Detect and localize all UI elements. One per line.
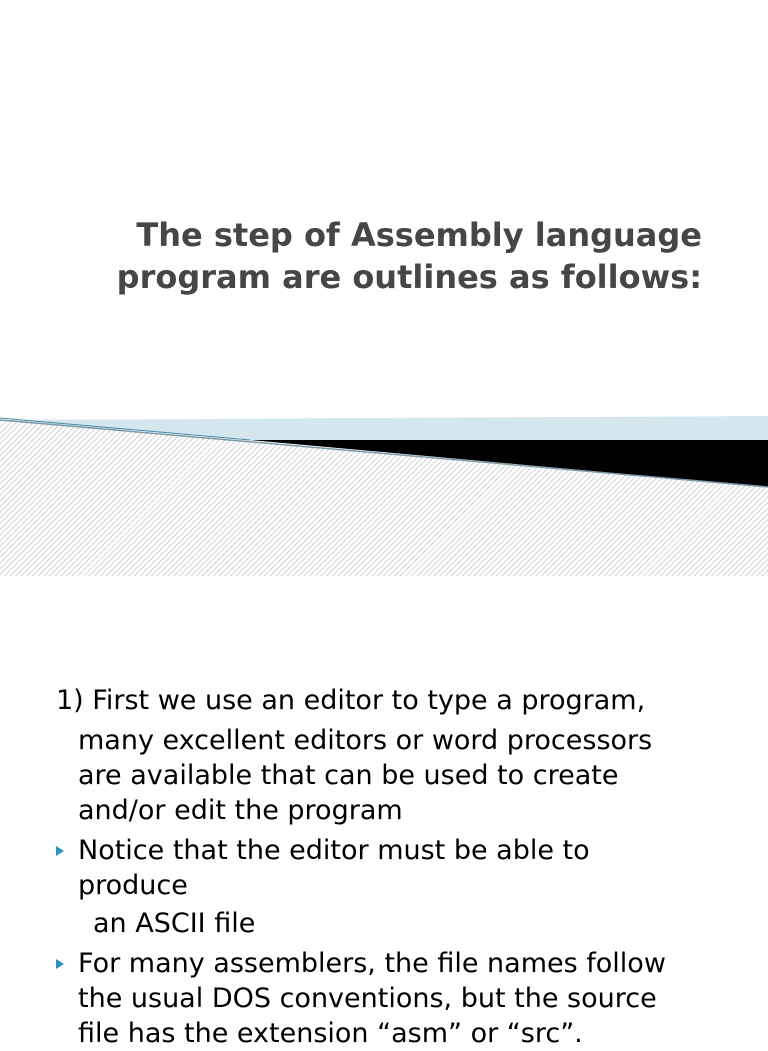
bullet-arrow-icon bbox=[56, 846, 64, 856]
bullet-1-text bbox=[78, 833, 748, 903]
intro-line-3: are available that can be used to create bbox=[78, 760, 619, 791]
slide-title-line-2: program are outlines as follows: bbox=[116, 258, 702, 296]
slide-title-line-1: The step of Assembly language bbox=[136, 216, 702, 254]
intro-first-line: 1) First we use an editor to type a program, bbox=[56, 685, 646, 716]
intro-line-4: and/or edit the program bbox=[78, 795, 403, 826]
intro-continuation bbox=[78, 723, 728, 828]
bullet-2-line-3: file has the extension “asm” or “src”. bbox=[78, 1018, 583, 1049]
intro-line-2: many excellent editors or word processors bbox=[78, 725, 653, 756]
decorative-banner bbox=[0, 410, 768, 580]
bullet-arrow-icon bbox=[56, 959, 64, 969]
bullet-1-line-1: Notice that the editor must be able to bbox=[78, 835, 590, 866]
bullet-1-sub-line: an ASCII file bbox=[93, 908, 256, 939]
bullet-2-text bbox=[78, 946, 748, 1051]
slide-title bbox=[40, 214, 702, 298]
bullet-1-line-2: produce bbox=[78, 870, 188, 901]
bullet-2-line-2: the usual DOS conventions, but the source bbox=[78, 983, 657, 1014]
bullet-2-line-1: For many assemblers, the file names follow bbox=[78, 948, 666, 979]
